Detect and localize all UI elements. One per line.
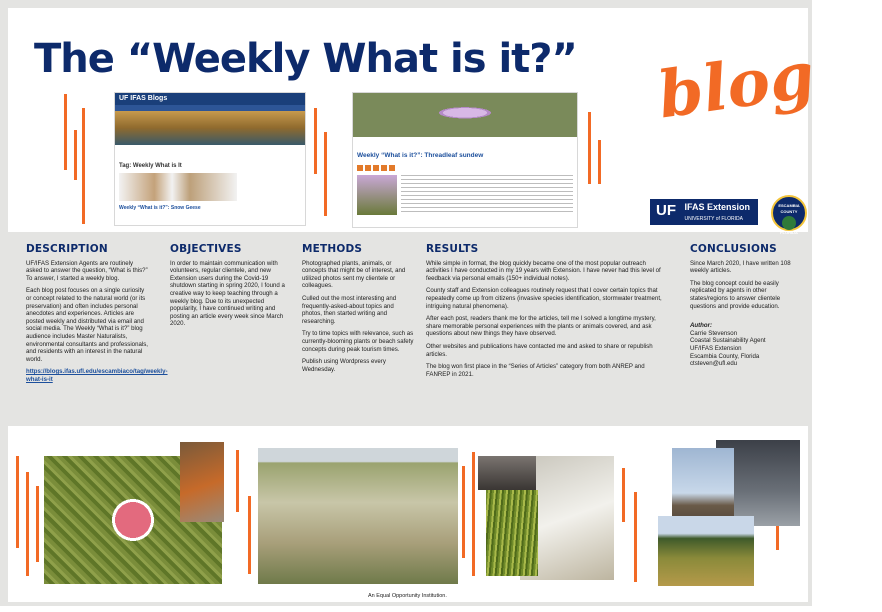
methods-heading: METHODS — [302, 243, 363, 255]
objectives-heading: OBJECTIVES — [170, 243, 242, 255]
blog-post-link: Weekly “What is it?”: Snow Geese — [119, 205, 201, 211]
decor-bar — [26, 472, 29, 576]
decor-bar — [324, 132, 327, 216]
results-paragraph: While simple in format, the blog quickly became one of the most popular outreach activities I have conducted in my 19 years with Extension. I have never had this level of feedback via personal emails (150+ individual notes). — [426, 259, 661, 282]
post-body-text — [401, 175, 573, 215]
description-paragraph: Each blog post focuses on a single curiosity or concept related to the natural world (or its preservation) and often includes personal anecdotes and experiences. Articles are posted weekly and distributed via email and social media. The Weekly “What is it?” blog audience includes Master Naturalists, environmental consultants and professionals, and residents with an interest in the natural world. — [26, 287, 148, 363]
poster-title-script: blog — [653, 37, 819, 134]
decor-bar — [16, 456, 19, 548]
uf-logo-mark: UF — [656, 202, 676, 219]
author-heading: Author: — [690, 322, 712, 330]
decor-bar — [236, 450, 239, 512]
blog-url-link[interactable]: https://blogs.ifas.ufl.edu/escambiaco/tag/weekly-what-is-it — [26, 368, 168, 383]
decor-bar — [64, 94, 67, 170]
poster-title: The “Weekly What is it?” — [34, 36, 577, 82]
blog-hero-image — [115, 111, 305, 145]
bird-photo — [478, 456, 536, 490]
logo-extension-label: IFAS Extension — [684, 202, 750, 212]
results-heading: RESULTS — [426, 243, 479, 255]
dunes-photo — [258, 448, 458, 584]
section-objectives — [170, 243, 288, 333]
snow-geese-image — [119, 173, 237, 201]
logo-text-block — [684, 202, 750, 224]
decor-bar — [314, 108, 317, 174]
author-role: Coastal Sustainability Agent — [690, 337, 766, 345]
author-name: Carrie Stevenson — [690, 329, 738, 337]
results-paragraph: Other websites and publications have contacted me and asked to share or republish articles. — [426, 342, 653, 358]
author-org: UF/IFAS Extension — [690, 344, 742, 352]
share-icons — [357, 165, 397, 171]
decor-bar — [462, 466, 465, 558]
blog-post-title: Weekly “What is it?”: Threadleaf sundew — [357, 152, 484, 159]
conclusions-paragraph: The blog concept could be easily replicated by agents in other states/regions to answer clientele questions and provide education. — [690, 279, 781, 310]
description-paragraph: UF/IFAS Extension Agents are routinely asked to answer the question, “What is this?” To answer, I started a weekly blog. — [26, 259, 148, 282]
author-location: Escambia County, Florida — [690, 352, 760, 360]
decor-bar — [634, 492, 637, 582]
decor-bar — [622, 468, 625, 522]
seal-top-text: ESCAMBIA COUNTY — [778, 203, 800, 214]
blog-tag-screenshot — [114, 92, 306, 226]
results-paragraph: County staff and Extension colleagues routinely request that I cover certain topics that repeatedly come up from citizens (invasive species identification, stormwater treatment, intriguing natural phenomena). — [426, 287, 662, 310]
blog-post-screenshot — [352, 92, 578, 228]
section-conclusions — [690, 243, 800, 368]
methods-paragraph: Publish using Wordpress every Wednesday. — [302, 358, 386, 373]
methods-paragraph: Culled out the most interesting and frequently-asked-about topics and photos, then started writing and researching. — [302, 294, 397, 325]
sundew-flower-image — [353, 93, 577, 137]
decor-bar — [598, 140, 601, 184]
pine-flatwoods-photo — [658, 516, 754, 586]
photo-strip — [8, 426, 808, 602]
decor-bar — [36, 486, 39, 562]
section-methods — [302, 243, 414, 378]
results-paragraph: The blog won first place in the “Series of Articles” category from both ANREP and FANREP in 2021. — [426, 363, 645, 378]
decor-bar — [82, 108, 85, 224]
methods-paragraph: Try to time topics with relevance, such as currently-blooming plants or beach safety concepts during peak tourism times. — [302, 330, 414, 353]
section-description — [26, 243, 168, 384]
equal-opportunity-note: An Equal Opportunity Institution. — [368, 593, 447, 599]
conclusions-paragraph: Since March 2020, I have written 108 weekly articles. — [690, 259, 791, 275]
results-paragraph: After each post, readers thank me for the articles, tell me I solved a longtime mystery, share memorable personal experiences with the plants or animals covered, and ask questions about new things they have observed. — [426, 315, 656, 338]
conclusions-heading: CONCLUSIONS — [690, 243, 777, 255]
blog-site-title: UF IFAS Blogs — [115, 93, 305, 105]
header-panel — [8, 8, 819, 235]
rust-fungus-photo — [180, 442, 224, 522]
author-email: ctsteven@ufl.edu — [690, 360, 738, 368]
methods-paragraph: Photographed plants, animals, or concepts that might be of interest, and utilized photos sent my clientele or colleagues. — [302, 259, 406, 290]
decor-bar — [74, 130, 77, 180]
objectives-paragraph: In order to maintain communication with volunteers, regular clientele, and new Extension users during the Covid-19 shutdown starting in spring 2020, I found a creative way to keep teaching through a weekly blog. Due to its unexpected popularity, I have continued writing and posting an article every week since March 2020. — [170, 259, 285, 328]
seal-emblem — [782, 216, 796, 230]
escambia-county-seal — [771, 195, 807, 235]
section-results — [426, 243, 668, 383]
logo-university-label: UNIVERSITY of FLORIDA — [684, 216, 743, 222]
author-block — [690, 322, 800, 368]
blog-tag-heading: Tag: Weekly What is It — [119, 163, 182, 169]
sundew-photo-1 — [357, 175, 397, 215]
decor-bar — [588, 112, 591, 184]
seal-bottom-text: FLORIDA — [780, 230, 798, 235]
description-heading: DESCRIPTION — [26, 243, 108, 255]
decor-bar — [472, 452, 475, 576]
decor-bar — [248, 496, 251, 574]
grass-insect-photo — [486, 490, 538, 576]
uf-ifas-extension-logo — [650, 199, 758, 225]
